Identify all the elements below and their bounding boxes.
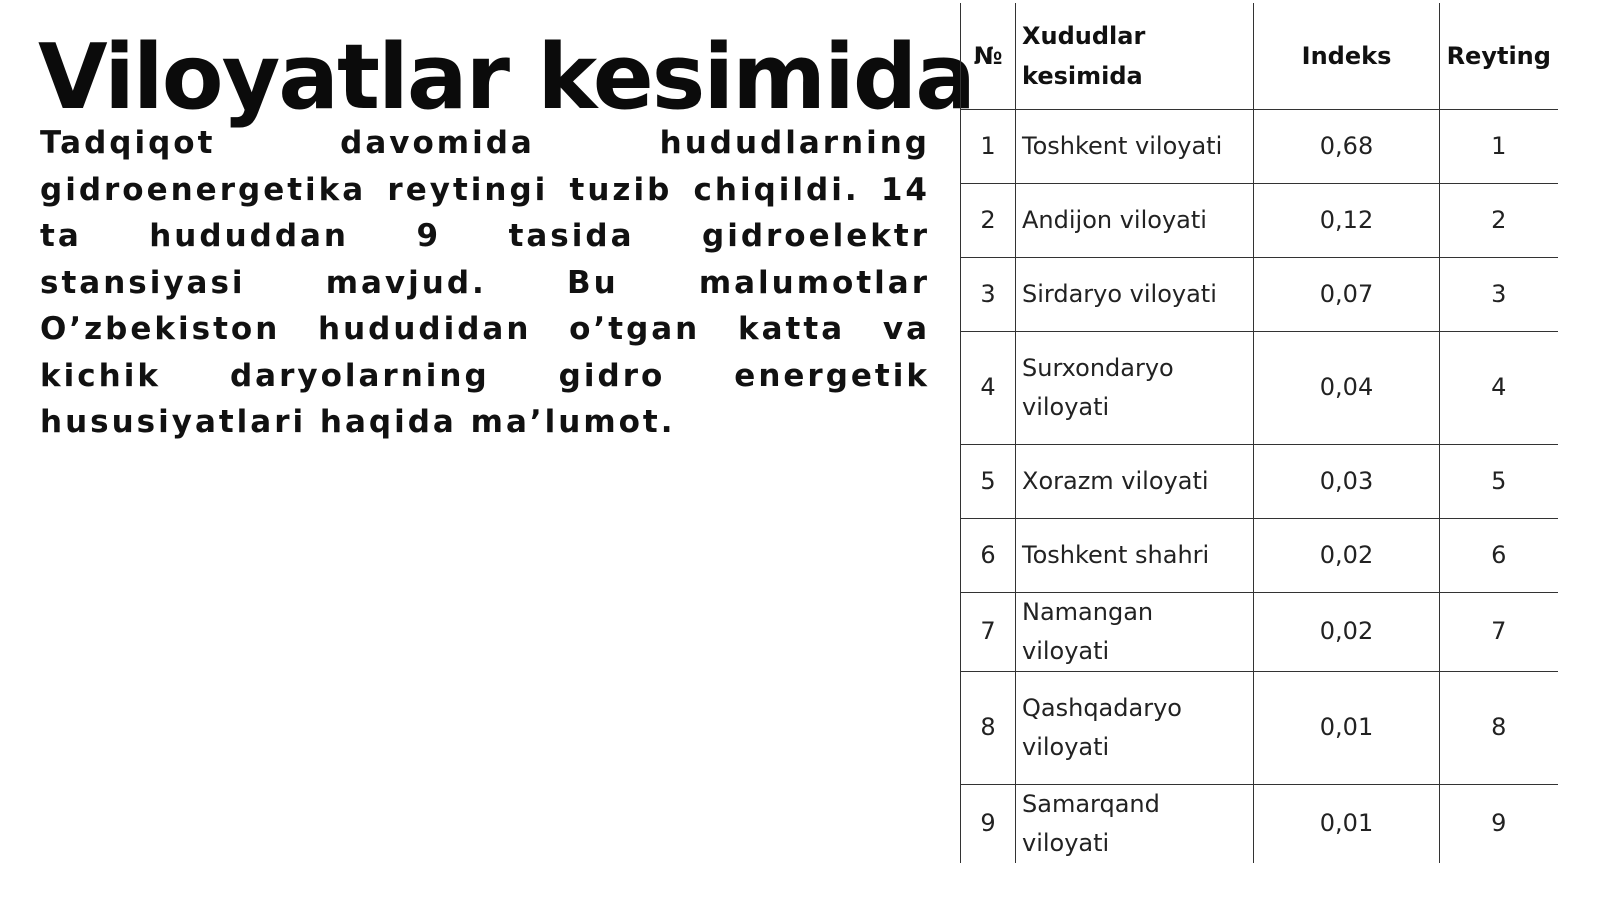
table-row <box>961 257 1558 331</box>
table-row <box>961 518 1558 592</box>
row-region: Namangan viloyati <box>1016 592 1254 671</box>
row-region: Qashqadaryo viloyati <box>1016 671 1254 784</box>
row-number: 8 <box>961 671 1016 784</box>
row-index: 0,04 <box>1254 331 1440 444</box>
row-index: 0,01 <box>1254 784 1440 863</box>
header-region: Xududlar kesimida <box>1016 3 1254 109</box>
row-number: 1 <box>961 109 1016 183</box>
row-index: 0,02 <box>1254 518 1440 592</box>
table-row <box>961 784 1558 863</box>
description-paragraph: Tadqiqot davomida hududlarning gidroenergetika reytingi tuzib chiqildi. 14 ta hududdan 9 tasida gidroelektr stansiyasi mavjud. Bu malumotlar O’zbekiston hududidan o’tgan katta va kichik daryolarning gidro energetik hususiyatlari haqida ma’lumot. <box>40 125 930 440</box>
table-row <box>961 444 1558 518</box>
row-region: Toshkent viloyati <box>1016 109 1254 183</box>
row-rating: 5 <box>1440 444 1558 518</box>
row-rating: 8 <box>1440 671 1558 784</box>
row-number: 5 <box>961 444 1016 518</box>
row-index: 0,02 <box>1254 592 1440 671</box>
row-region: Surxondaryo viloyati <box>1016 331 1254 444</box>
row-index: 0,03 <box>1254 444 1440 518</box>
table-row <box>961 671 1558 784</box>
header-index: Indeks <box>1254 3 1440 109</box>
row-rating: 2 <box>1440 183 1558 257</box>
header-rating: Reyting <box>1440 3 1558 109</box>
row-rating: 9 <box>1440 784 1558 863</box>
row-number: 3 <box>961 257 1016 331</box>
row-region: Toshkent shahri <box>1016 518 1254 592</box>
row-rating: 4 <box>1440 331 1558 444</box>
row-region: Xorazm viloyati <box>1016 444 1254 518</box>
row-index: 0,07 <box>1254 257 1440 331</box>
row-number: 2 <box>961 183 1016 257</box>
row-region: Samarqand viloyati <box>1016 784 1254 863</box>
table-row <box>961 183 1558 257</box>
row-number: 7 <box>961 592 1016 671</box>
row-number: 6 <box>961 518 1016 592</box>
row-number: 4 <box>961 331 1016 444</box>
row-index: 0,12 <box>1254 183 1440 257</box>
row-index: 0,01 <box>1254 671 1440 784</box>
regional-rating-table <box>960 3 1558 863</box>
row-region: Andijon viloyati <box>1016 183 1254 257</box>
table-header-row <box>961 3 1558 109</box>
slide-title: Viloyatlar kesimida <box>38 25 975 130</box>
header-number: № <box>961 3 1016 109</box>
row-rating: 7 <box>1440 592 1558 671</box>
row-number: 9 <box>961 784 1016 863</box>
row-index: 0,68 <box>1254 109 1440 183</box>
row-rating: 1 <box>1440 109 1558 183</box>
table-row <box>961 592 1558 671</box>
table-row <box>961 109 1558 183</box>
row-rating: 6 <box>1440 518 1558 592</box>
row-region: Sirdaryo viloyati <box>1016 257 1254 331</box>
row-rating: 3 <box>1440 257 1558 331</box>
table-row <box>961 331 1558 444</box>
